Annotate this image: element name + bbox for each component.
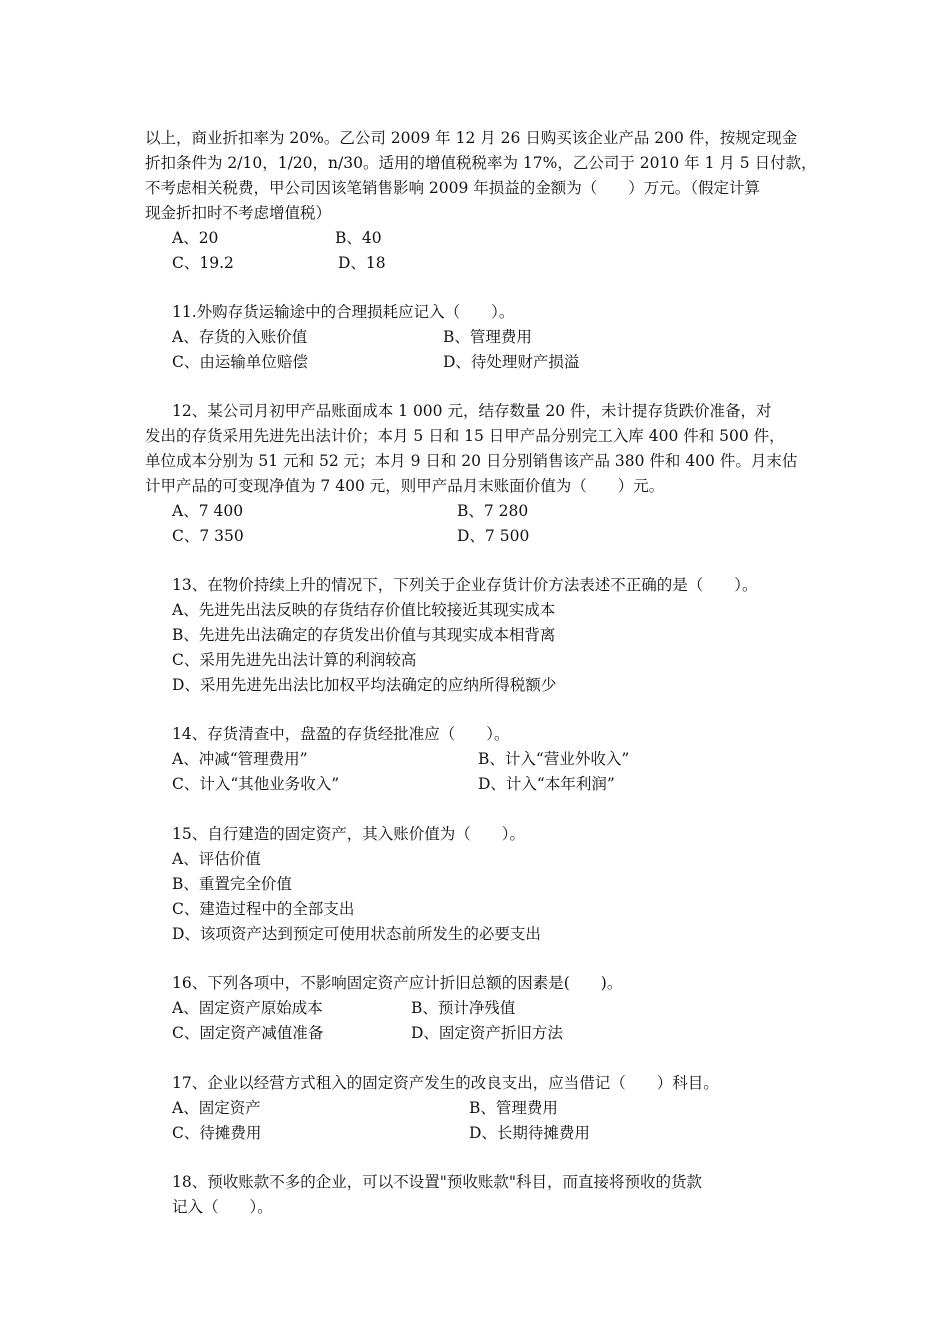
q15-option-c: C、建造过程中的全部支出 (172, 900, 355, 918)
q18-stem-line-1: 18、预收账款不多的企业，可以不设置"预收账款"科目，而直接将预收的货款 (172, 1173, 702, 1191)
intro-option-d: D、18 (338, 254, 386, 272)
intro-option-a: A、20 (172, 229, 219, 247)
q12-stem-line-2: 发出的存货采用先进先出法计价；本月 5 日和 15 日甲产品分别完工入库 400 件和 500 件， (145, 427, 785, 445)
intro-line-4: 现金折扣时不考虑增值税） (145, 204, 332, 222)
q16-option-a: A、固定资产原始成本 (172, 999, 323, 1017)
q13-option-b: B、先进先出法确定的存货发出价值与其现实成本相背离 (172, 626, 556, 644)
q12-option-a: A、7 400 (172, 502, 244, 520)
q14-option-a: A、冲减“管理费用” (172, 750, 308, 768)
q18-stem-line-2: 记入（ ）。 (172, 1198, 273, 1216)
q12-stem-line-1: 12、某公司月初甲产品账面成本 1 000 元，结存数量 20 件，未计提存货跌价准备，对 (172, 402, 772, 420)
q13-option-d: D、采用先进先出法比加权平均法确定的应纳所得税额少 (172, 676, 557, 694)
q17-option-a: A、固定资产 (172, 1099, 261, 1117)
q17-option-b: B、管理费用 (469, 1099, 558, 1117)
q12-option-b: B、7 280 (457, 502, 529, 520)
q15-stem: 15、自行建造的固定资产，其入账价值为（ ）。 (172, 825, 525, 843)
q13-option-c: C、采用先进先出法计算的利润较高 (172, 651, 417, 669)
q17-option-c: C、待摊费用 (172, 1124, 262, 1142)
q15-option-d: D、该项资产达到预定可使用状态前所发生的必要支出 (172, 925, 541, 943)
q16-option-d: D、固定资产折旧方法 (411, 1024, 563, 1042)
q12-stem-line-4: 计甲产品的可变现净值为 7 400 元，则甲产品月末账面价值为（ ）元。 (145, 477, 665, 495)
intro-line-2: 折扣条件为 2/10，1/20，n/30。适用的增值税税率为 17%，乙公司于 2010 年 1 月 5 日付款， (145, 154, 817, 172)
intro-line-1: 以上，商业折扣率为 20%。乙公司 2009 年 12 月 26 日购买该企业产品 200 件，按规定现金 (145, 129, 798, 147)
q16-option-c: C、固定资产减值准备 (172, 1024, 324, 1042)
q17-option-d: D、长期待摊费用 (469, 1124, 590, 1142)
q14-option-c: C、计入“其他业务收入” (172, 775, 340, 793)
q16-stem: 16、下列各项中，不影响固定资产应计折旧总额的因素是( )。 (172, 974, 623, 992)
q15-option-a: A、评估价值 (172, 850, 261, 868)
q14-option-b: B、计入“营业外收入” (478, 750, 630, 768)
q11-option-a: A、存货的入账价值 (172, 328, 308, 346)
intro-line-3: 不考虑相关税费，甲公司因该笔销售影响 2009 年损益的金额为（ ）万元。（假定计算 (145, 179, 761, 197)
q17-stem: 17、企业以经营方式租入的固定资产发生的改良支出，应当借记（ ）科目。 (172, 1074, 719, 1092)
q11-stem: 11.外购存货运输途中的合理损耗应记入（ ）。 (172, 303, 515, 321)
q11-option-b: B、管理费用 (443, 328, 532, 346)
intro-option-b: B、40 (335, 229, 382, 247)
q13-option-a: A、先进先出法反映的存货结存价值比较接近其现实成本 (172, 601, 556, 619)
q11-option-c: C、由运输单位赔偿 (172, 353, 308, 371)
q11-option-d: D、待处理财产损溢 (443, 353, 580, 371)
q14-option-d: D、计入“本年利润” (478, 775, 615, 793)
intro-option-c: C、19.2 (172, 254, 234, 272)
q15-option-b: B、重置完全价值 (172, 875, 292, 893)
q16-option-b: B、预计净残值 (411, 999, 516, 1017)
q13-stem: 13、在物价持续上升的情况下，下列关于企业存货计价方法表述不正确的是（ ）。 (172, 576, 758, 594)
q12-option-c: C、7 350 (172, 527, 244, 545)
q12-option-d: D、7 500 (457, 527, 530, 545)
q14-stem: 14、存货清查中，盘盈的存货经批准应（ ）。 (172, 725, 510, 743)
q12-stem-line-3: 单位成本分别为 51 元和 52 元；本月 9 日和 20 日分别销售该产品 380 件和 400 件。月末估 (145, 452, 798, 470)
